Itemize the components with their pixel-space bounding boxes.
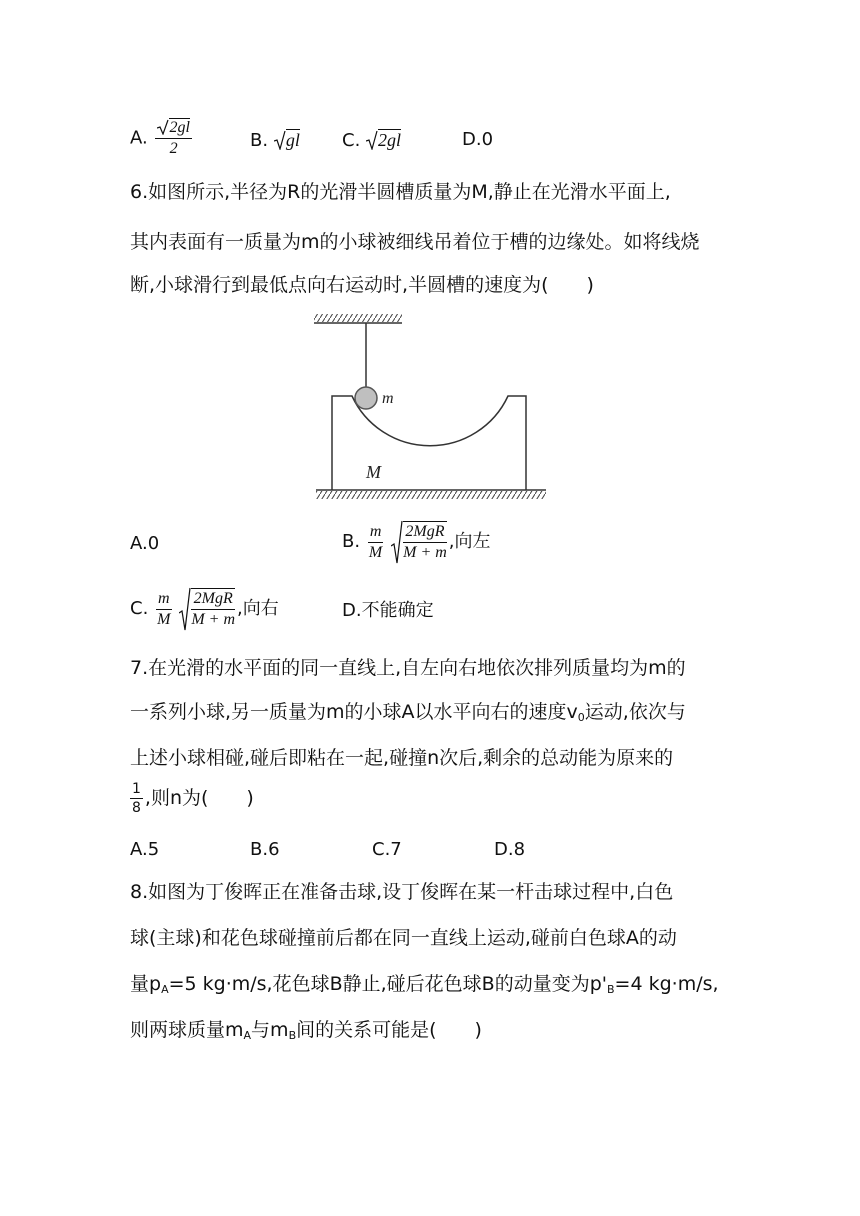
q5-option-d: D.0	[462, 129, 494, 150]
sqrt-icon	[274, 130, 286, 150]
q7-text-line-3: 上述小球相碰,碰后即粘在一起,碰撞n次后,剩余的总动能为原来的	[130, 747, 674, 769]
q5-option-b: B. gl	[250, 130, 300, 151]
q6-text-line-2: 其内表面有一质量为m的小球被细线吊着位于槽的边缘处。如将线烧	[130, 231, 700, 253]
q5-option-a: A. $\frac{2gl}{2}$	[130, 119, 190, 157]
sqrt-icon	[179, 587, 191, 631]
q6-option-c: C. $\frac{m}{M}$ $\frac{\text{2MgR}}{M + m}$ ,向右	[130, 587, 279, 631]
q7-text-line-1: 7.在光滑的水平面的同一直线上,自左向右地依次排列质量均为m的	[130, 657, 686, 679]
q5-option-c: C. 2gl	[342, 130, 402, 151]
q8-text-line-2: 球(主球)和花色球碰撞前后都在同一直线上运动,碰前白色球A的动	[130, 927, 677, 949]
groove-outline	[332, 396, 526, 490]
q6-option-d: D.不能确定	[342, 600, 434, 621]
sqrt-icon	[391, 520, 403, 564]
ball-label-m: m	[382, 390, 394, 407]
floor-hatch	[316, 491, 546, 499]
ball-m	[355, 387, 377, 409]
q7-option-a: A.5	[130, 839, 160, 860]
ceiling-hatch	[314, 314, 402, 322]
q7-option-d: D.8	[494, 839, 526, 860]
q8-text-line-1: 8.如图为丁俊晖正在准备击球,设丁俊晖在某一杆击球过程中,白色	[130, 881, 674, 903]
q7-option-c: C.7	[372, 839, 402, 860]
q6-option-b: B. $\frac{m}{M}$ $\frac{\text{2MgR}}{M + m}$ ,向左	[342, 520, 491, 564]
q5-option-a-fraction: $\frac{2gl}{2}$	[155, 118, 191, 159]
q8-text-line-4: 则两球质量$m_A$与$m_B$间的关系可能是( )	[130, 1019, 482, 1042]
q7-fraction: $\frac{1}{8}$	[132, 781, 141, 816]
half-cylinder-groove-diagram	[310, 310, 550, 510]
q6-option-a: A.0	[130, 533, 160, 554]
groove-label-M: M	[366, 462, 381, 482]
q7-text-line-2: 一系列小球,另一质量为m的小球A以水平向右的速度$v_0$运动,依次与	[130, 701, 686, 724]
sqrt-icon	[366, 130, 378, 150]
q8-text-line-3: 量$p_A=5$ kg·m/s,花色球B静止,碰后花色球B的动量变为$p'_B=4$ kg·m/s,	[130, 973, 719, 996]
q7-option-b: B.6	[250, 839, 280, 860]
sqrt-icon	[157, 119, 169, 135]
q6-text-line-3: 断,小球滑行到最低点向右运动时,半圆槽的速度为( )	[130, 274, 594, 296]
q6-text-line-1: 6.如图所示,半径为R的光滑半圆槽质量为M,静止在光滑水平面上,	[130, 181, 671, 203]
q7-text-line-4: $\frac{1}{8}$ ,则n为( )	[132, 781, 254, 816]
